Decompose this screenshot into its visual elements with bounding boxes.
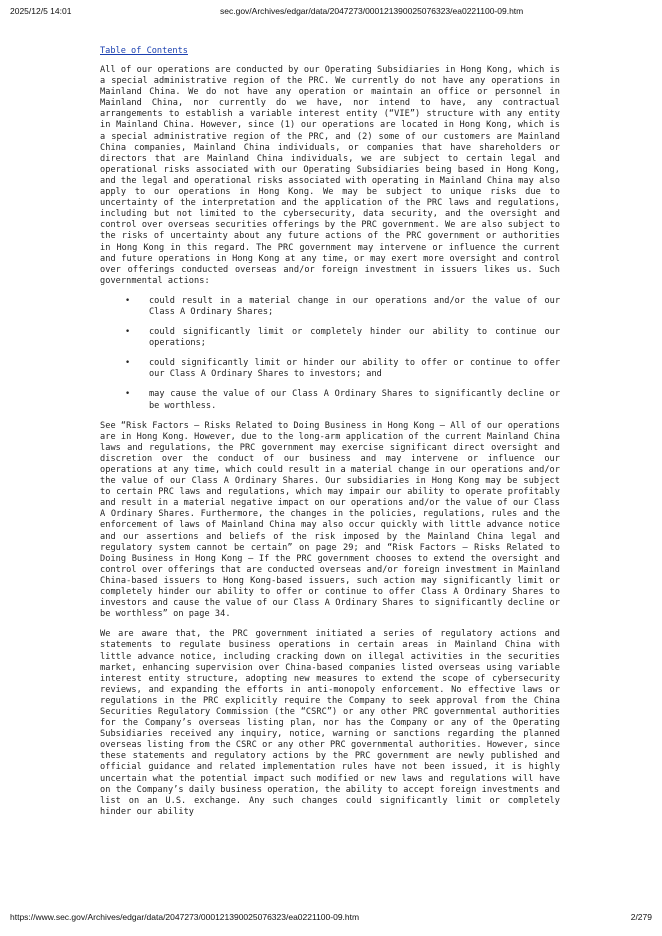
list-item — [100, 327, 560, 349]
bullet-icon: • — [125, 358, 131, 369]
print-footer — [10, 912, 652, 926]
print-datetime: 2025/12/5 14:01 — [10, 6, 72, 16]
document-body — [100, 38, 560, 827]
list-item-text: could significantly limit or completely hinder our ability to continue our operations; — [149, 327, 560, 349]
list-item-text: could result in a material change in our operations and/or the value of our Class A Ordinary Shares; — [149, 295, 560, 317]
paragraph-risk-factors-reference: See “Risk Factors — Risks Related to Doing Business in Hong Kong — All of our operations are in Hong Kong. However, due to the long-arm application of the current Mainland China laws and regulations, the PRC government may exercise significant direct oversight and discretion over the conduct of our business and may intervene or influence our operations at any time, which could result in a material change in our operations and/or the value of our Class A Ordinary Shares. Our subsidiaries in Hong Kong may be subject to certain PRC laws and regulations, which may impair our ability to operate profitably and result in a material negative impact on our operations and/or the value of our Class A Ordinary Shares. Furthermore, the changes in the policies, regulations, rules and the enforcement of laws of Mainland China may also occur quickly with little advance notice and our assertions and beliefs of the risk imposed by the Mainland China legal and regulatory system cannot be certain” on page 29; and “Risk Factors — Risks Related to Doing Business in Hong Kong — If the PRC government chooses to extend the oversight and control over offerings that are conducted overseas and/or foreign investment in Mainland China-based issuers to Hong Kong-based issuers, such action may significantly limit or completely hinder our ability to offer or continue to offer Class A Ordinary Shares to investors and cause the value of our Class A Ordinary Shares to significantly decline or be worthless” on page 34. — [100, 420, 560, 620]
table-of-contents-link[interactable]: Table of Contents — [100, 46, 188, 56]
page-number: 2/279 — [630, 912, 652, 922]
print-header — [10, 6, 652, 20]
list-item-text: could significantly limit or hinder our ability to offer or continue to offer our Class A Ordinary Shares to investors; and — [149, 358, 560, 380]
list-item — [100, 296, 560, 318]
print-footer-url: https://www.sec.gov/Archives/edgar/data/2047273/000121390025076323/ea0221100-09.htm — [10, 912, 360, 922]
list-item-text: may cause the value of our Class A Ordinary Shares to significantly decline or be worthless. — [149, 389, 560, 411]
paragraph-operations-hong-kong: All of our operations are conducted by our Operating Subsidiaries in Hong Kong, which is a special administrative region of the PRC. We currently do not have any operations in Mainland China. We do not have any operation or maintain an office or personnel in Mainland China, nor currently do we have, nor intend to have, any contractual arrangements to establish a variable interest entity (“VIE”) structure with any entity in Mainland China. However, since (1) our operations are located in Hong Kong, which is a special administrative region of the PRC, and (2) some of our customers are Mainland China companies, Mainland China individuals, or companies that have shareholders or directors that are Mainland China individuals, we are subject to certain legal and operational risks associated with our Operating Subsidiaries being based in Hong Kong, and the legal and operational risks associated with operating in Mainland China may also apply to our operations in Hong Kong. We may be subject to unique risks due to uncertainty of the interpretation and the application of the PRC laws and regulations, including but not limited to the cybersecurity, data security, and the oversight and control over overseas securities offerings by the PRC government. We are also subject to the risks of uncertainty about any future actions of the PRC government or authorities in Hong Kong in this regard. The PRC government may intervene or influence the current and future operations in Hong Kong at any time, or may exert more oversight and control over offerings conducted overseas and/or foreign investment in issuers likes us. Such governmental actions: — [100, 65, 560, 286]
governmental-actions-list — [100, 296, 560, 412]
bullet-icon: • — [125, 295, 131, 306]
bullet-icon: • — [125, 389, 131, 400]
bullet-icon: • — [125, 327, 131, 338]
paragraph-regulatory-actions: We are aware that, the PRC government initiated a series of regulatory actions and statements to regulate business operations in certain areas in Mainland China with little advance notice, including cracking down on illegal activities in the securities market, enhancing supervision over China-based companies listed overseas using variable interest entity structure, adopting new measures to extend the scope of cybersecurity reviews, and expanding the efforts in anti-monopoly enforcement. No effective laws or regulations in the PRC explicitly require the Company to seek approval from the China Securities Regulatory Commission (the “CSRC”) or any other PRC governmental authorities for the Company’s overseas listing plan, nor has the Company or any of the Operating Subsidiaries received any inquiry, notice, warning or sanctions regarding the planned overseas listing from the CSRC or any other PRC governmental authorities. However, since these statements and regulatory actions by the PRC government are newly published and official guidance and related implementation rules have not been issued, it is highly uncertain what the potential impact such modified or new laws and regulations will have on the Company’s daily business operation, the ability to accept foreign investments and list on an U.S. exchange. Any such changes could significantly limit or completely hinder our ability — [100, 629, 560, 817]
print-header-url: sec.gov/Archives/edgar/data/2047273/000121390025076323/ea0221100-09.htm — [220, 6, 524, 16]
list-item — [100, 358, 560, 380]
list-item — [100, 389, 560, 411]
